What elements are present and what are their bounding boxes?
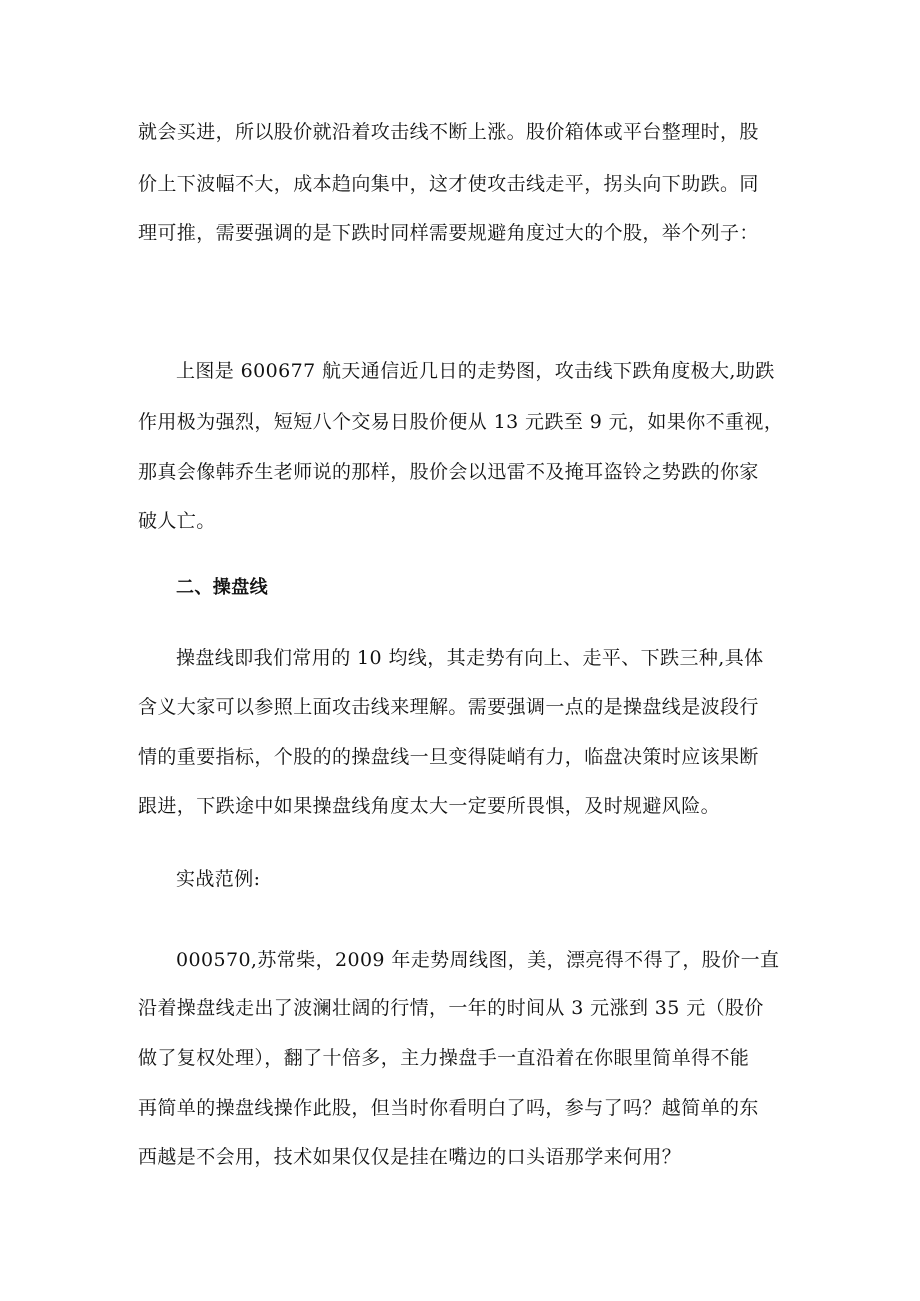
paragraph-2-line-1: 上图是 600677 航天通信近几日的走势图，攻击线下跌角度极大,助跌 — [176, 360, 775, 382]
paragraph-5-line-2: 沿着操盘线走出了波澜壮阔的行情，一年的时间从 3 元涨到 35 元（股价 — [138, 997, 764, 1019]
paragraph-3-line-4: 跟进，下跌途中如果操盘线角度太大一定要所畏惧，及时规避风险。 — [138, 795, 721, 817]
paragraph-2-line-2: 作用极为强烈，短短八个交易日股价便从 13 元跌至 9 元，如果你不重视， — [138, 411, 784, 433]
paragraph-2-line-3: 那真会像韩乔生老师说的那样，股价会以迅雷不及掩耳盗铃之势跌的你家 — [138, 461, 759, 483]
paragraph-2-line-4: 破人亡。 — [138, 510, 216, 532]
paragraph-5-line-3: 做了复权处理），翻了十倍多，主力操盘手一直沿着在你眼里简单得不能 — [138, 1047, 750, 1069]
paragraph-5-line-1: 000570,苏常柴，2009 年走势周线图，美，漂亮得不得了，股价一直 — [176, 949, 780, 971]
paragraph-1-line-3: 理可推，需要强调的是下跌时同样需要规避角度过大的个股，举个列子： — [138, 222, 759, 244]
paragraph-1-line-1: 就会买进，所以股价就沿着攻击线不断上涨。股价箱体或平台整理时，股 — [138, 121, 759, 143]
section-heading: 二、操盘线 — [176, 577, 268, 598]
paragraph-3-line-2: 含义大家可以参照上面攻击线来理解。需要强调一点的是操盘线是波段行 — [138, 696, 759, 718]
paragraph-1-line-2: 价上下波幅不大，成本趋向集中，这才使攻击线走平，拐头向下助跌。同 — [138, 173, 759, 195]
paragraph-3-line-1: 操盘线即我们常用的 10 均线，其走势有向上、走平、下跌三种,具体 — [176, 647, 764, 669]
paragraph-5-line-4: 再简单的操盘线操作此股，但当时你看明白了吗，参与了吗？越简单的东 — [138, 1097, 759, 1119]
paragraph-5-line-5: 西越是不会用，技术如果仅仅是挂在嘴边的口头语那学来何用？ — [138, 1146, 682, 1168]
paragraph-4-line-1: 实战范例: — [176, 868, 261, 890]
paragraph-3-line-3: 情的重要指标，个股的的操盘线一旦变得陡峭有力，临盘决策时应该果断 — [138, 746, 759, 768]
